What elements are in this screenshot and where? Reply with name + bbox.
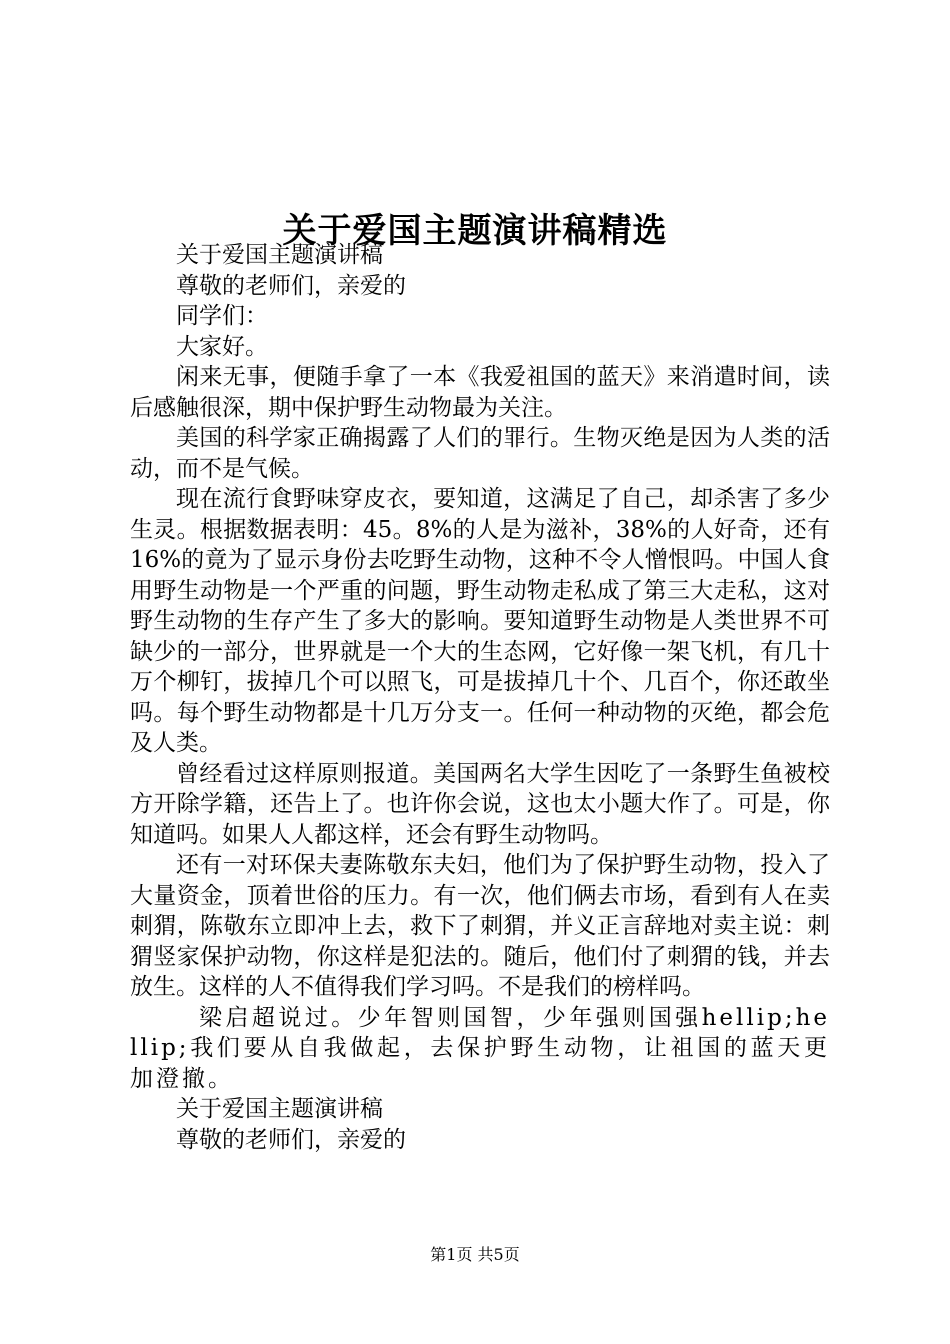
document-title: 关于爱国主题演讲稿精选 [282,210,668,251]
paragraph: 还有一对环保夫妻陈敬东夫妇，他们为了保护野生动物，投入了大量资金，顶着世俗的压力。有一次，他们俩去市场，看到有人在卖刺猬，陈敬东立即冲上去，救下了刺猬，并义正言辞地对卖主说：刺猬竖家保护动物，你这样是犯法的。随后，他们付了刺猬的钱，并去放生。这样的人不值得我们学习吗。不是我们的榜样吗。 [130,852,830,1000]
paragraph: 关于爱国主题演讲稿 [176,1096,383,1122]
paragraph: 大家好。 [176,333,268,360]
paragraph: 尊敬的老师们，亲爱的 [176,272,406,299]
paragraph: 曾经看过这样原则报道。美国两名大学生因吃了一条野生鱼被校方开除学籍，还告上了。也许你会说，这也太小题大作了。可是，你知道吗。如果人人都这样，还会有野生动物吗。 [130,760,830,848]
paragraph: 美国的科学家正确揭露了人们的罪行。生物灭绝是因为人类的活动，而不是气候。 [130,425,830,482]
paragraph: 闲来无事，便随手拿了一本《我爱祖国的蓝天》来消遣时间，读后感触很深，期中保护野生动物最为关注。 [130,364,830,421]
paragraph: 现在流行食野味穿皮衣，要知道，这满足了自己，却杀害了多少生灵。根据数据表明：45。8%的人是为滋补，38%的人好奇，还有16%的竟为了显示身份去吃野生动物，这种不令人憎恨吗。中国人食用野生动物是一个严重的问题，野生动物走私成了第三大走私，这对野生动物的生存产生了多大的影响。要知道野生动物是人类世界不可缺少的一部分，世界就是一个大的生态网，它好像一架飞机，有几十万个柳钉，拔掉几个可以照飞，可是拔掉几十个、几百个，你还敢坐吗。每个野生动物都是十几万分支一。任何一种动物的灭绝，都会危及人类。 [130,486,830,756]
paragraph: 尊敬的老师们，亲爱的 [176,1126,406,1153]
page-number: 第1页 共5页 [430,1245,520,1264]
paragraph: 关于爱国主题演讲稿 [176,242,383,268]
document-body [130,240,830,1155]
paragraph: 梁启超说过。少年智则国智，少年强则国强hellip;hellip;我们要从自我做起，去保护野生动物，让祖国的蓝天更加澄撤。 [130,1004,830,1092]
paragraph: 同学们： [176,303,268,329]
